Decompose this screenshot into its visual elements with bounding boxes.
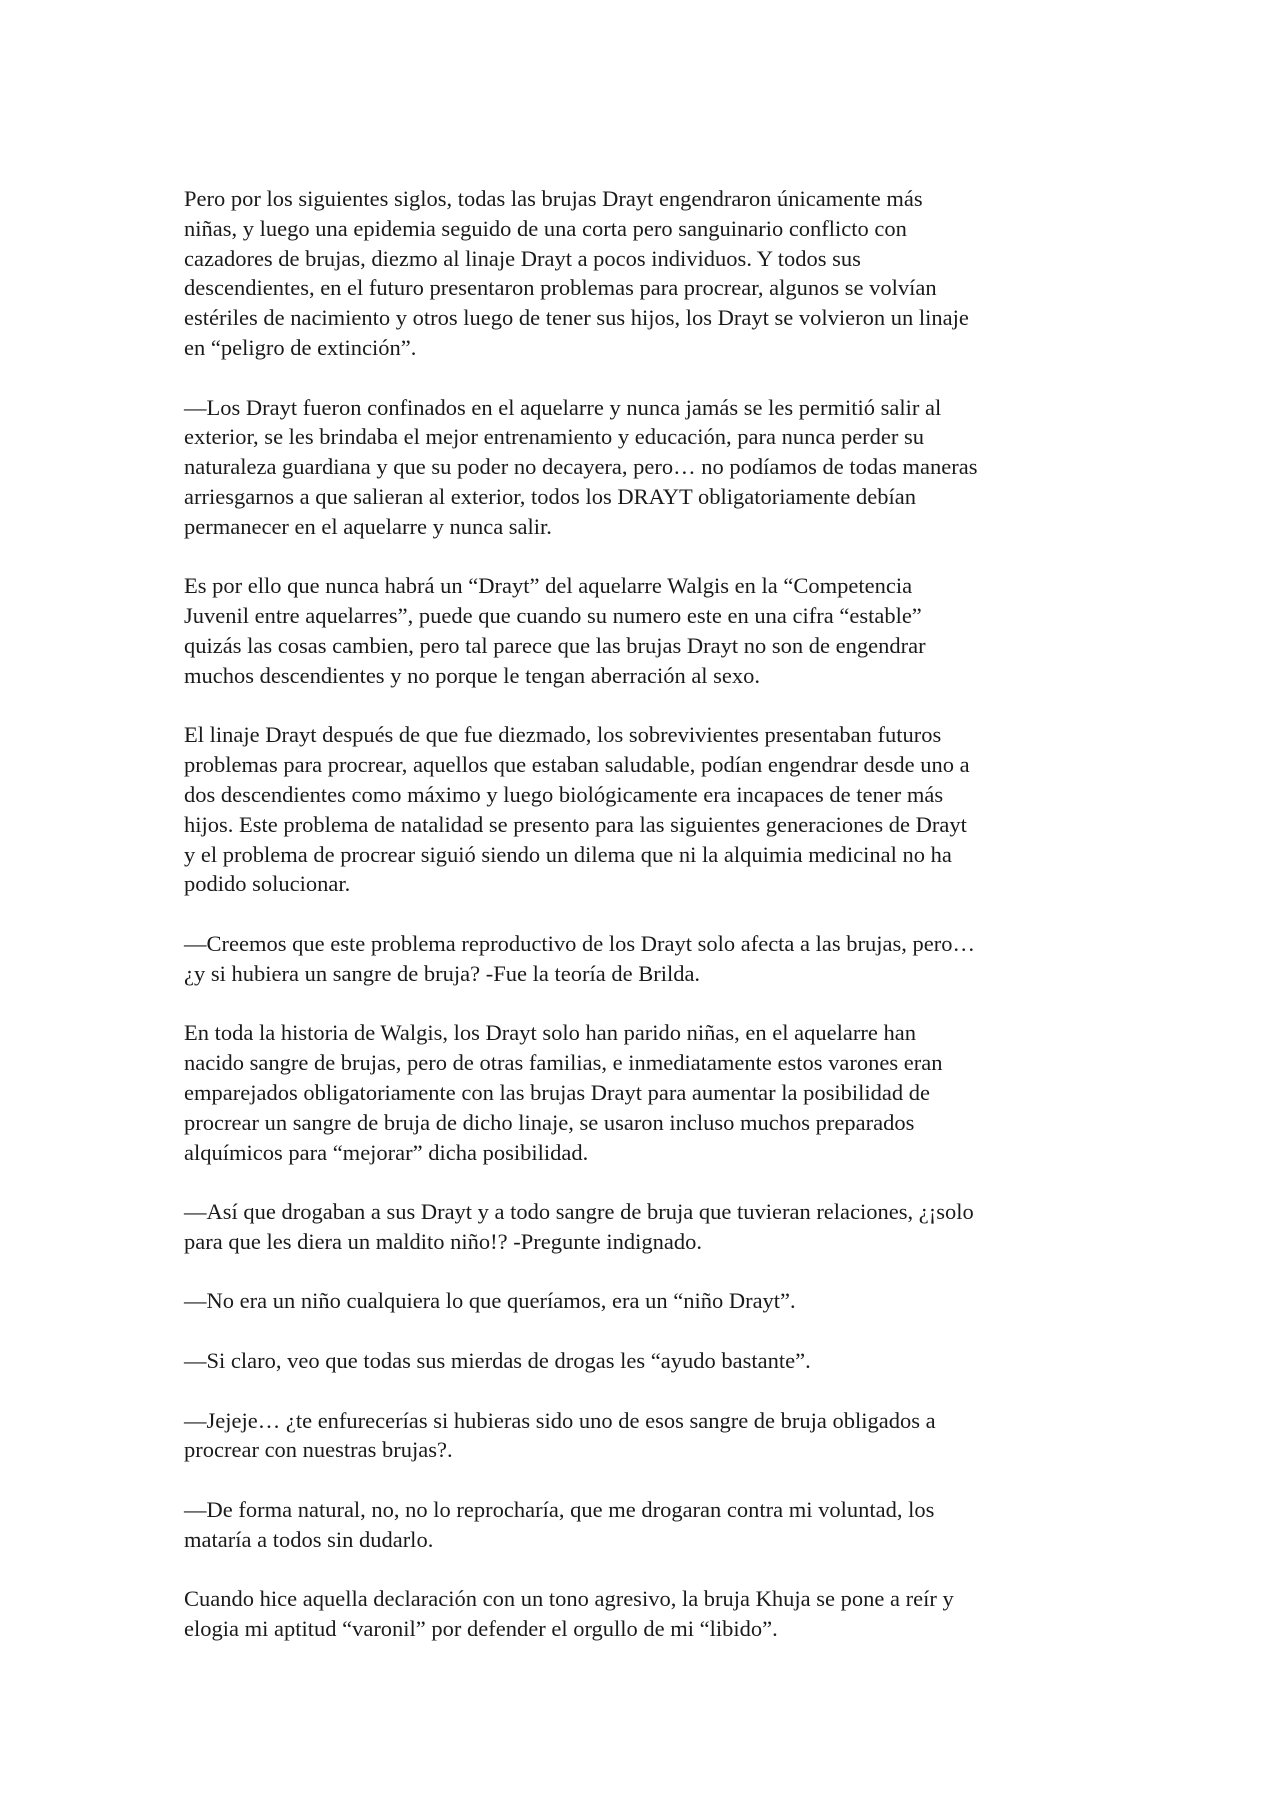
text-line: para que les diera un maldito niño!? -Pregunte indignado. [184, 1228, 702, 1254]
paragraph [184, 184, 1104, 363]
text-line: en “peligro de extinción”. [184, 334, 417, 360]
paragraph [184, 571, 1104, 690]
text-line: niñas, y luego una epidemia seguido de una corta pero sanguinario conflicto con [184, 215, 907, 241]
text-line: hijos. Este problema de natalidad se presento para las siguientes generaciones de Drayt [184, 811, 967, 837]
text-line: y el problema de procrear siguió siendo un dilema que ni la alquimia medicinal no ha [184, 841, 952, 867]
text-line: problemas para procrear, aquellos que estaban saludable, podían engendrar desde uno a [184, 752, 970, 778]
text-line: El linaje Drayt después de que fue diezmado, los sobrevivientes presentaban futuros [184, 722, 942, 748]
text-line: Juvenil entre aquelarres”, puede que cuando su numero este en una cifra “estable” [184, 603, 922, 629]
text-line: —Si claro, veo que todas sus mierdas de drogas les “ayudo bastante”. [184, 1348, 811, 1374]
text-line: —Creemos que este problema reproductivo de los Drayt solo afecta a las brujas, pero… [184, 930, 975, 956]
text-line: —Así que drogaban a sus Drayt y a todo sangre de bruja que tuvieran relaciones, ¿¡solo [184, 1199, 974, 1225]
text-line: procrear con nuestras brujas?. [184, 1437, 453, 1463]
text-line: quizás las cosas cambien, pero tal parece que las brujas Drayt no son de engendrar [184, 632, 926, 658]
text-line: arriesgarnos a que salieran al exterior, todos los DRAYT obligatoriamente debían [184, 483, 917, 509]
paragraph [184, 1584, 1104, 1644]
paragraph [184, 1018, 1104, 1167]
text-line: mataría a todos sin dudarlo. [184, 1526, 434, 1552]
text-line: —De forma natural, no, no lo reprocharía, que me drogaran contra mi voluntad, los [184, 1497, 935, 1523]
text-line: muchos descendientes y no porque le tengan aberración al sexo. [184, 662, 761, 688]
paragraph [184, 1286, 1104, 1316]
paragraph [184, 1197, 1104, 1257]
text-line: —No era un niño cualquiera lo que queríamos, era un “niño Drayt”. [184, 1288, 796, 1314]
paragraph [184, 1346, 1104, 1376]
text-line: elogia mi aptitud “varonil” por defender el orgullo de mi “libido”. [184, 1616, 778, 1642]
text-line: naturaleza guardiana y que su poder no decayera, pero… no podíamos de todas maneras [184, 454, 978, 480]
text-line: nacido sangre de brujas, pero de otras familias, e inmediatamente estos varones eran [184, 1050, 943, 1076]
text-line: estériles de nacimiento y otros luego de tener sus hijos, los Drayt se volvieron un linaje [184, 305, 969, 331]
text-line: Pero por los siguientes siglos, todas las brujas Drayt engendraron únicamente más [184, 186, 923, 211]
text-line: Cuando hice aquella declaración con un tono agresivo, la bruja Khuja se pone a reír y [184, 1586, 954, 1612]
text-line: alquímicos para “mejorar” dicha posibilidad. [184, 1139, 589, 1165]
text-line: ¿y si hubiera un sangre de bruja? -Fue la teoría de Brilda. [184, 960, 701, 986]
paragraph [184, 393, 1104, 542]
paragraph [184, 720, 1104, 899]
text-line: podido solucionar. [184, 871, 351, 897]
text-line: emparejados obligatoriamente con las brujas Drayt para aumentar la posibilidad de [184, 1079, 930, 1105]
paragraph [184, 1406, 1104, 1466]
text-line: exterior, se les brindaba el mejor entrenamiento y educación, para nunca perder su [184, 424, 925, 450]
text-line: Es por ello que nunca habrá un “Drayt” del aquelarre Walgis en la “Competencia [184, 573, 913, 599]
text-line: dos descendientes como máximo y luego biológicamente era incapaces de tener más [184, 781, 944, 807]
text-line: permanecer en el aquelarre y nunca salir. [184, 513, 552, 539]
text-line: cazadores de brujas, diezmo al linaje Drayt a pocos individuos. Y todos sus [184, 245, 861, 271]
text-line: —Los Drayt fueron confinados en el aquelarre y nunca jamás se les permitió salir al [184, 394, 942, 420]
text-line: —Jejeje… ¿te enfurecerías si hubieras sido uno de esos sangre de bruja obligados a [184, 1407, 936, 1433]
text-line: En toda la historia de Walgis, los Drayt solo han parido niñas, en el aquelarre han [184, 1020, 916, 1046]
text-line: descendientes, en el futuro presentaron problemas para procrear, algunos se volvían [184, 275, 937, 301]
paragraph [184, 1495, 1104, 1555]
text-line: procrear un sangre de bruja de dicho linaje, se usaron incluso muchos preparados [184, 1109, 915, 1135]
document-body [184, 184, 1104, 1644]
paragraph [184, 929, 1104, 989]
